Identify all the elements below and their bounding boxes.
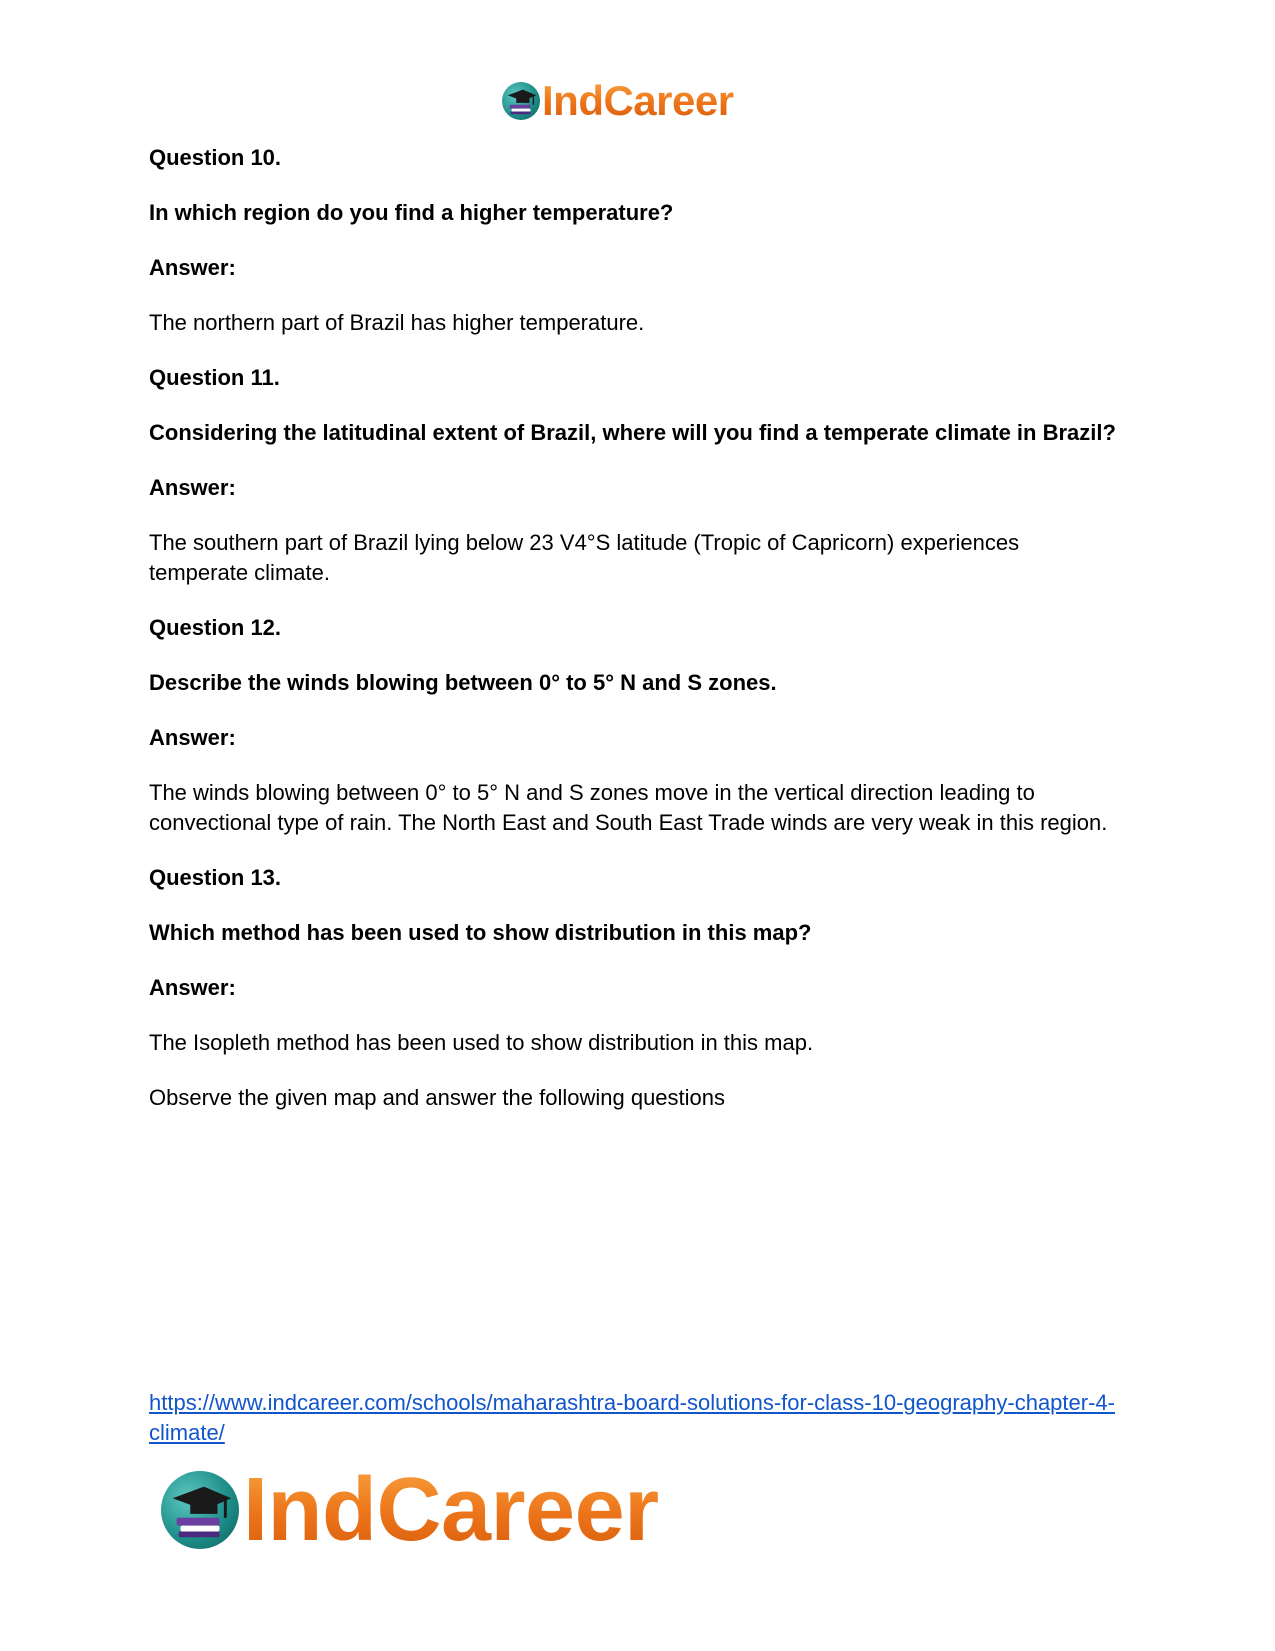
- question-heading: Question 12.: [149, 615, 282, 640]
- answer-label: Answer:: [149, 725, 236, 750]
- question-text: Describe the winds blowing between 0° to 5° N and S zones.: [149, 670, 777, 695]
- answer-text: The southern part of Brazil lying below 23 V4°S latitude (Tropic of Capricorn) experiences temperate climate.: [149, 530, 1020, 585]
- question-heading: Question 11.: [149, 365, 280, 390]
- answer-text: The Isopleth method has been used to show distribution in this map.: [149, 1030, 814, 1055]
- graduation-globe-icon: [502, 82, 540, 120]
- question-text: Considering the latitudinal extent of Brazil, where will you find a temperate climate in Brazil?: [149, 420, 1116, 445]
- source-url-link[interactable]: https://www.indcareer.com/schools/maharashtra-board-solutions-for-class-10-geography-chapter-4-climate/: [149, 1390, 1115, 1445]
- logo-wordmark: IndCareer: [243, 1460, 659, 1560]
- answer-label: Answer:: [149, 255, 236, 280]
- graduation-globe-icon: [161, 1471, 239, 1549]
- instruction-text: Observe the given map and answer the following questions: [149, 1085, 726, 1110]
- answer-label: Answer:: [149, 475, 236, 500]
- footer-logo: [161, 1460, 659, 1560]
- question-heading: Question 10.: [149, 145, 282, 170]
- question-text: Which method has been used to show distribution in this map?: [149, 920, 812, 945]
- logo-wordmark: IndCareer: [542, 77, 734, 124]
- answer-label: Answer:: [149, 975, 236, 1000]
- document-body: [149, 143, 1119, 1138]
- question-heading: Question 13.: [149, 865, 282, 890]
- answer-text: The northern part of Brazil has higher temperature.: [149, 310, 645, 335]
- header-logo: [502, 77, 734, 124]
- answer-text: The winds blowing between 0° to 5° N and S zones move in the vertical direction leading to convectional type of rain. The North East and South East Trade winds are very weak in this region.: [149, 780, 1108, 835]
- question-text: In which region do you find a higher temperature?: [149, 200, 674, 225]
